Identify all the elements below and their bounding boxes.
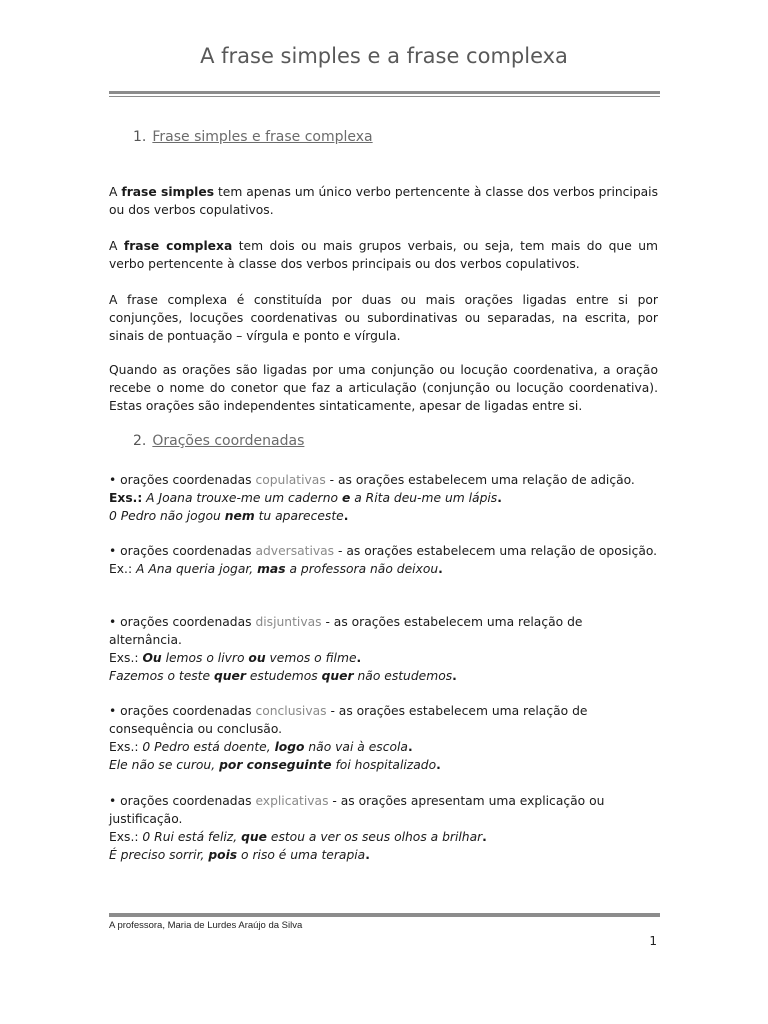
text-span: - as orações estabelecem uma relação de oposição. bbox=[334, 544, 658, 558]
connector: Ou bbox=[142, 651, 162, 665]
example-line bbox=[109, 649, 658, 667]
section-2-heading bbox=[133, 433, 304, 449]
item-description bbox=[109, 542, 658, 560]
example-text: não estudemos bbox=[353, 669, 453, 683]
text-span: tem dois ou mais grupos verbais, ou seja, tem mais do que um verbo pertencente à classe dos verbos principais ou dos verbos copulativos. bbox=[109, 239, 659, 271]
example-line bbox=[109, 560, 658, 578]
item-description bbox=[109, 792, 658, 828]
section-1-number: 1. bbox=[133, 129, 147, 145]
example-text: vemos o filme bbox=[265, 651, 357, 665]
item-description bbox=[109, 702, 658, 738]
section-2-number: 2. bbox=[133, 433, 147, 449]
connector: quer bbox=[213, 669, 246, 683]
example-period: . bbox=[482, 830, 487, 844]
text-span: tem apenas um único verbo pertencente à classe dos verbos principais ou dos verbos copulativos. bbox=[109, 185, 658, 217]
term-frase-simples: frase simples bbox=[121, 185, 215, 199]
paragraph-frase-simples bbox=[109, 183, 658, 219]
list-item-explicativas bbox=[109, 792, 658, 864]
example-text: estou a ver os seus olhos a brilhar bbox=[266, 830, 483, 844]
text-span: - as orações estabelecem uma relação de alternância. bbox=[109, 615, 583, 647]
example-label: Ex.: bbox=[109, 562, 133, 576]
example-period: . bbox=[436, 758, 441, 772]
example-text: a professora não deixou bbox=[285, 562, 439, 576]
text-span: • orações coordenadas bbox=[109, 544, 256, 558]
page-title: A frase simples e a frase complexa bbox=[200, 44, 568, 68]
text-span: - as orações apresentam uma explicação ou justificação. bbox=[109, 794, 605, 826]
example-period: . bbox=[438, 562, 443, 576]
list-item-disjuntivas bbox=[109, 613, 658, 685]
example-text: estudemos bbox=[245, 669, 322, 683]
type-label: adversativas bbox=[255, 544, 335, 558]
example-text: não vai à escola bbox=[304, 740, 408, 754]
example-text: A Ana queria jogar, bbox=[132, 562, 258, 576]
example-text: 0 Pedro não jogou bbox=[109, 509, 225, 523]
section-1-heading bbox=[133, 129, 373, 145]
text-span: • orações coordenadas bbox=[109, 794, 256, 808]
example-text: A Joana trouxe-me um caderno bbox=[142, 491, 342, 505]
text-span: - as orações estabelecem uma relação de consequência ou conclusão. bbox=[109, 704, 588, 736]
footer-divider bbox=[109, 913, 660, 917]
example-text: 0 Pedro está doente, bbox=[138, 740, 275, 754]
list-item-conclusivas bbox=[109, 702, 658, 774]
text-span: - as orações estabelecem uma relação de adição. bbox=[325, 473, 635, 487]
text-span: • orações coordenadas bbox=[109, 704, 256, 718]
example-line bbox=[109, 489, 658, 507]
example-text: foi hospitalizado bbox=[331, 758, 437, 772]
connector: mas bbox=[257, 562, 286, 576]
example-period: . bbox=[365, 848, 370, 862]
example-label: Exs.: bbox=[109, 651, 139, 665]
example-period: . bbox=[407, 740, 413, 754]
list-item-copulativas bbox=[109, 471, 658, 525]
example-text: lemos o livro bbox=[161, 651, 249, 665]
example-label: Exs.: bbox=[109, 830, 139, 844]
header-divider bbox=[109, 91, 660, 97]
example-label: Exs.: bbox=[109, 740, 139, 754]
type-label: conclusivas bbox=[255, 704, 327, 718]
connector: ou bbox=[248, 651, 266, 665]
connector: pois bbox=[208, 848, 238, 862]
example-text: Fazemos o teste bbox=[109, 669, 214, 683]
example-line bbox=[109, 738, 658, 756]
connector: nem bbox=[224, 509, 255, 523]
text-span: • orações coordenadas bbox=[109, 615, 256, 629]
example-line bbox=[109, 828, 658, 846]
item-description bbox=[109, 471, 658, 489]
section-2-title: Orações coordenadas bbox=[152, 433, 305, 449]
example-period: . bbox=[343, 509, 349, 523]
list-item-adversativas bbox=[109, 542, 658, 578]
example-text: 0 Rui está feliz, bbox=[138, 830, 242, 844]
connector: por conseguinte bbox=[219, 758, 332, 772]
example-line bbox=[109, 756, 658, 774]
example-period: . bbox=[497, 491, 502, 505]
term-frase-complexa: frase complexa bbox=[123, 239, 233, 253]
connector: logo bbox=[274, 740, 305, 754]
connector: quer bbox=[321, 669, 354, 683]
example-period: . bbox=[356, 651, 362, 665]
paragraph-conetor: Quando as orações são ligadas por uma conjunção ou locução coordenativa, a oração recebe o nome do conetor que faz a articulação (conjunção ou locução coordenativa). Estas orações são independentes sintaticamente, apesar de ligadas entre si. bbox=[109, 363, 658, 413]
connector: que bbox=[241, 830, 267, 844]
text-span: A bbox=[109, 185, 122, 199]
example-text: o riso é uma terapia bbox=[237, 848, 366, 862]
example-line bbox=[109, 507, 658, 525]
type-label: disjuntivas bbox=[255, 615, 322, 629]
connector: e bbox=[341, 491, 351, 505]
example-text: É preciso sorrir, bbox=[109, 848, 209, 862]
type-label: copulativas bbox=[255, 473, 326, 487]
example-text: a Rita deu-me um lápis bbox=[350, 491, 498, 505]
example-line bbox=[109, 667, 658, 685]
example-text: Ele não se curou, bbox=[109, 758, 220, 772]
example-line bbox=[109, 846, 658, 864]
footer-author: A professora, Maria de Lurdes Araújo da Silva bbox=[109, 920, 303, 931]
page-number: 1 bbox=[649, 934, 657, 948]
text-span: A bbox=[109, 239, 124, 253]
example-period: . bbox=[452, 669, 457, 683]
text-span: • orações coordenadas bbox=[109, 473, 256, 487]
example-label: Exs.: bbox=[109, 491, 143, 505]
paragraph-constituicao: A frase complexa é constituída por duas ou mais orações ligadas entre si por conjunções, locuções coordenativas ou subordinativas ou separadas, na escrita, por sinais de pontuação – vírgula e ponto e vírgula. bbox=[109, 293, 658, 343]
section-1-title: Frase simples e frase complexa bbox=[152, 129, 373, 145]
example-text: tu apareceste bbox=[254, 509, 344, 523]
type-label: explicativas bbox=[255, 794, 329, 808]
paragraph-frase-complexa bbox=[109, 237, 658, 273]
item-description bbox=[109, 613, 658, 649]
